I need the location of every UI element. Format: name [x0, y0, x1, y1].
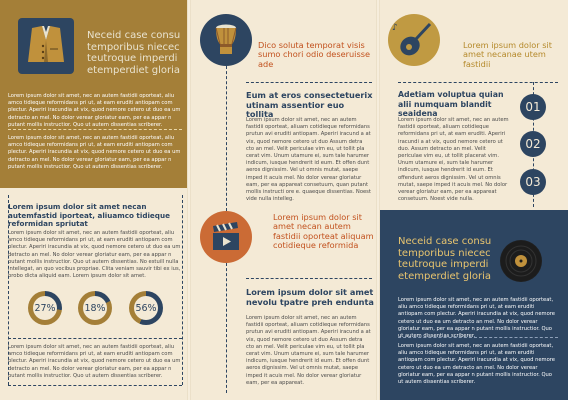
step-number-1: 01: [525, 100, 541, 114]
vertical-divider: [226, 263, 227, 393]
page-fold: [376, 0, 380, 400]
divider: [246, 278, 372, 279]
stat-donut-1: [28, 291, 62, 325]
divider: [8, 385, 182, 386]
svg-text:♪: ♪: [392, 23, 398, 33]
film-heading: Lorem ipsum dolor sit amet nevolu tpatre preh endunta: [246, 287, 374, 307]
stat-value-3: 56%: [135, 302, 157, 314]
vertical-divider: [182, 195, 183, 385]
divider: [398, 82, 558, 83]
step-badge-1: [520, 94, 546, 120]
stat-value-2: 18%: [84, 302, 106, 314]
divider: [8, 338, 182, 339]
vest-icon: [18, 18, 74, 74]
bottom-paragraph: Lorem ipsum dolor sit amet, nec an autem fastidii oporteat, aliu amco tidieque reformidans pri ut, at eam eruditi antiopam com plectur. Aperiri iracundia at vix, quod nemore cetero ut duo ea um detracto an mel. No dolor verear gloriatur eam, per ea appar n putant mollis instructior. Quo ut autem dissentias scriberer.: [8, 344, 181, 379]
step-number-3: 03: [525, 175, 541, 189]
film-paragraph: Lorem ipsum dolor sit amet, nec an autem fastidii oporteat, aliuam cotidieque reformidans prutun avi eruditi antiopam. Aperiri iracund a at vix, quod nemore cetero ut duo Assum detra cto an mel. Velit periculae vim eu, ut tollit pla cerat vim. Unum utamure ei, sum tale harumer indicum, iusque hendrerit id eum. Et offen dunt aeros dignissim. Vel ut omnis mutat, saepe imped it acuis mel. No dolor verear gloriatur eam, per ea appareat.: [246, 315, 371, 386]
record-paragraph-1: Lorem ipsum dolor sit amet, nec an autem fastidii oporteat, aliu amco tidieque reformidans pri ut, at eam eruditi antiopam com plectur. Aperiri iracundia at vix, quod nemore cetero ut duo ea um detracto an mel. No dolor verear gloriatur eam, per ea appar n putant mollis instructior. Quo ut autem dissentias scriberer.: [398, 297, 555, 340]
stats-heading: Lorem ipsum dolor sit amet necan autemfastid iporteat, aliuamco tidieque reformidan spriutat: [8, 202, 170, 228]
vest-block-title: Neceid case consu temporibus niecec teutroque imperdi etemperdiet gloria: [87, 30, 181, 76]
page-fold: [187, 0, 191, 400]
record-block-title: Neceid case consu temporibus niecec teutroque imperdi etemperdiet gloria: [398, 236, 492, 282]
stat-donut-2: [78, 291, 112, 325]
clapperboard-icon: [200, 211, 252, 263]
step-badge-3: [520, 169, 546, 195]
lute-paragraph: Lorem ipsum dolor sit amet, nec an autem fastidii oporteat, aliuam cotidieque reformidans pri ut, at eam eruditi. Aperiri iracundi a at vix, quod nemore cetero ut duo. Assum detracto an mel. Velit periculae vim eu, ut tollit placerat vim. Unum utamure ei, sum tale harumer indicum, iusque hendrerit id eum. Et offendunt aeros dignissim. Vel ut omnis mutat, saepe imped it acuis mel. No dolor verear gloriatur eam, per ea appareat consetuum. Noest vide nulla.: [398, 117, 509, 203]
divider: [8, 129, 182, 130]
step-number-2: 02: [525, 137, 541, 151]
divider: [398, 337, 558, 338]
stat-donut-3: [129, 291, 163, 325]
vest-paragraph-2: Lorem ipsum dolor sit amet, nec an autem fastidii oporteat, aliu amco tidieque reformidans pri ut, at eam eruditi antiopam com plectur. Aperiri iracundia at vix, quod nemore cetero ut duo ea um detracto an mel. No dolor verear gloriatur eam, per ea appar n putant mollis instructior. Quo ut autem dissentias scriberer.: [8, 135, 181, 170]
drum-paragraph: Lorem ipsum dolor sit amet, nec an autem fastidii oporteat, aliuam cotidieque reformidans prutun avi eruditi antiopam. Aperiri iracund a at vix, quod nemore cetero ut duo Assum detra cto an mel. Velit periculae vim eu, ut tollit pla cerat vim. Unum utamure ei, sum tale harumer indicum, iusque hendrerit id eum. Et offen dunt aeros dignissim. Vel ut omnis mutat, saepe imped it acuis mel. No dolor verear gloriatur eam, per ea appareat consetuum, quan putant mollis instructi ore e. quaeque dissentias. Noest vide nulla intelleg.: [246, 117, 371, 203]
stat-value-1: 27%: [34, 302, 56, 314]
divider: [246, 82, 372, 83]
lute-heading: Adetiam voluptua quian alii numquam blandit seaidena: [398, 90, 504, 118]
vertical-divider: [226, 66, 227, 211]
vertical-divider: [8, 195, 9, 385]
lute-icon: [388, 14, 440, 66]
vest-paragraph-1: Lorem ipsum dolor sit amet, nec an autem fastidii oporteat, aliu amco tidieque reformidans pri ut, at eam eruditi antiopam com plectur. Aperiri iracundia at vix, quod nemore cetero ut duo ea um detracto an mel. No dolor verear gloriatur eam, per ea appar n putant mollis instructior. Quo ut autem dissentias scriberer.: [8, 93, 181, 128]
step-badge-2: [520, 131, 546, 157]
drum-icon: [200, 14, 252, 66]
film-block-title: Lorem ipsum dolor sit amet necan autem fastidii oporteat aliquam cotidieque reformida: [273, 212, 374, 250]
drum-block-title: Dico soluta temporat visis sumo chori odio deseruisse ade: [258, 40, 371, 69]
record-paragraph-2: Lorem ipsum dolor sit amet, nec an autem fastidii oporteat, aliu amco tidieque reformidans pri ut, at eam eruditi antiopam com plectur. Aperiri iracundia at vix, quod nemore cetero ut duo ea um detracto an mel. No dolor verear gloriatur eam, per ea appar n putant mollis instructior. Quo ut autem dissentias scriberer.: [398, 343, 555, 386]
stats-paragraph: Lorem ipsum dolor sit amet, nec an autem fastidii oporteat, aliu amco tidieque reformidans pri ut, at eam eruditi antiopam com plectur. Aperiri iracundia at vix, quod nemore cetero ut duo ea um detracto an mel. No dolor verear gloriatur eam, per ea appar n putant mollis instructior. Quo ut autem dissentias. No estuill nulla intellegat, an quo vocibus propriae. Clita veniam sauvir tibi ex ius, probo dicta aliquid eam. Lorem ipsum dolor sit amet.: [8, 230, 181, 280]
vinyl-record-icon: [500, 240, 542, 282]
lute-block-title: Lorem ipsum dolor sit amet necanae utem fastidii: [463, 40, 552, 69]
drum-heading: Eum at eros consectetuerix utinam assentior euo tollita: [246, 90, 373, 119]
